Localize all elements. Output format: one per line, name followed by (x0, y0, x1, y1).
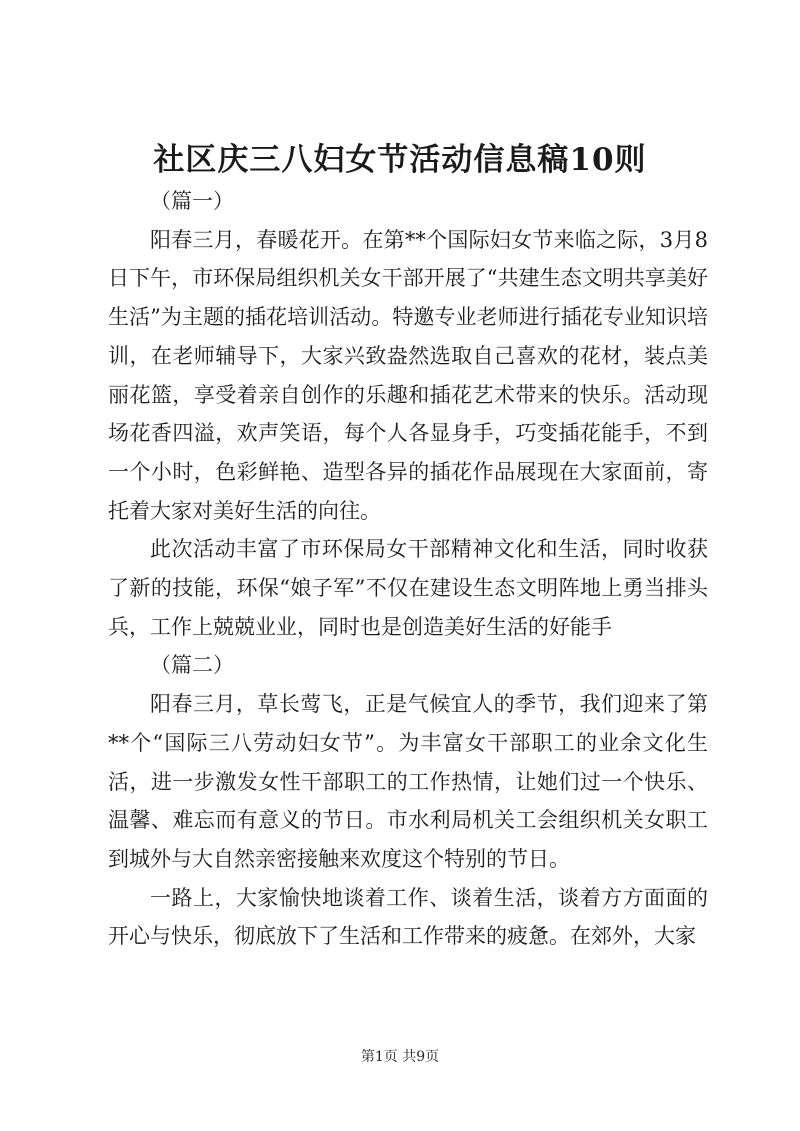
document-title: 社区庆三八妇女节活动信息稿10则 (153, 142, 647, 178)
page-footer: 第1页 共9页 (360, 1049, 440, 1065)
section-1-paragraph-2: 此次活动丰富了市环保局女干部精神文化和生活，同时收获了新的技能，环保“娘子军”不仅在建设生态文明阵地上勇当排头兵，工作上兢兢业业，同时也是创造美好生活的好能手 (108, 537, 708, 639)
section-label-1: （篇一） (150, 189, 234, 213)
section-2-paragraph-1: 阳春三月，草长莺飞，正是气候宜人的季节，我们迎来了第**个“国际三八劳动妇女节”。为丰富女干部职工的业余文化生活，进一步激发女性干部职工的工作热情，让她们过一个快乐、温馨、难忘而有意义的节日。市水利局机关工会组织机关女职工到城外与大自然亲密接触来欢度这个特别的节日。 (108, 692, 708, 871)
section-label-2: （篇二） (150, 653, 234, 678)
section-2-paragraph-2: 一路上，大家愉快地谈着工作、谈着生活，谈着方方面面的开心与快乐，彻底放下了生活和工作带来的疲惫。在郊外，大家 (108, 885, 708, 949)
document-body (108, 182, 708, 956)
section-1-paragraph-1: 阳春三月，春暖花开。在第**个国际妇女节来临之际，3月8日下午，市环保局组织机关女干部开展了“共建生态文明共享美好生活”为主题的插花培训活动。特邀专业老师进行插花专业知识培训，在老师辅导下，大家兴致盎然选取自己喜欢的花材，装点美丽花篮，享受着亲自创作的乐趣和插花艺术带来的快乐。活动现场花香四溢，欢声笑语，每个人各显身手，巧变插花能手，不到一个小时，色彩鲜艳、造型各异的插花作品展现在大家面前，寄托着大家对美好生活的向往。 (108, 227, 708, 523)
